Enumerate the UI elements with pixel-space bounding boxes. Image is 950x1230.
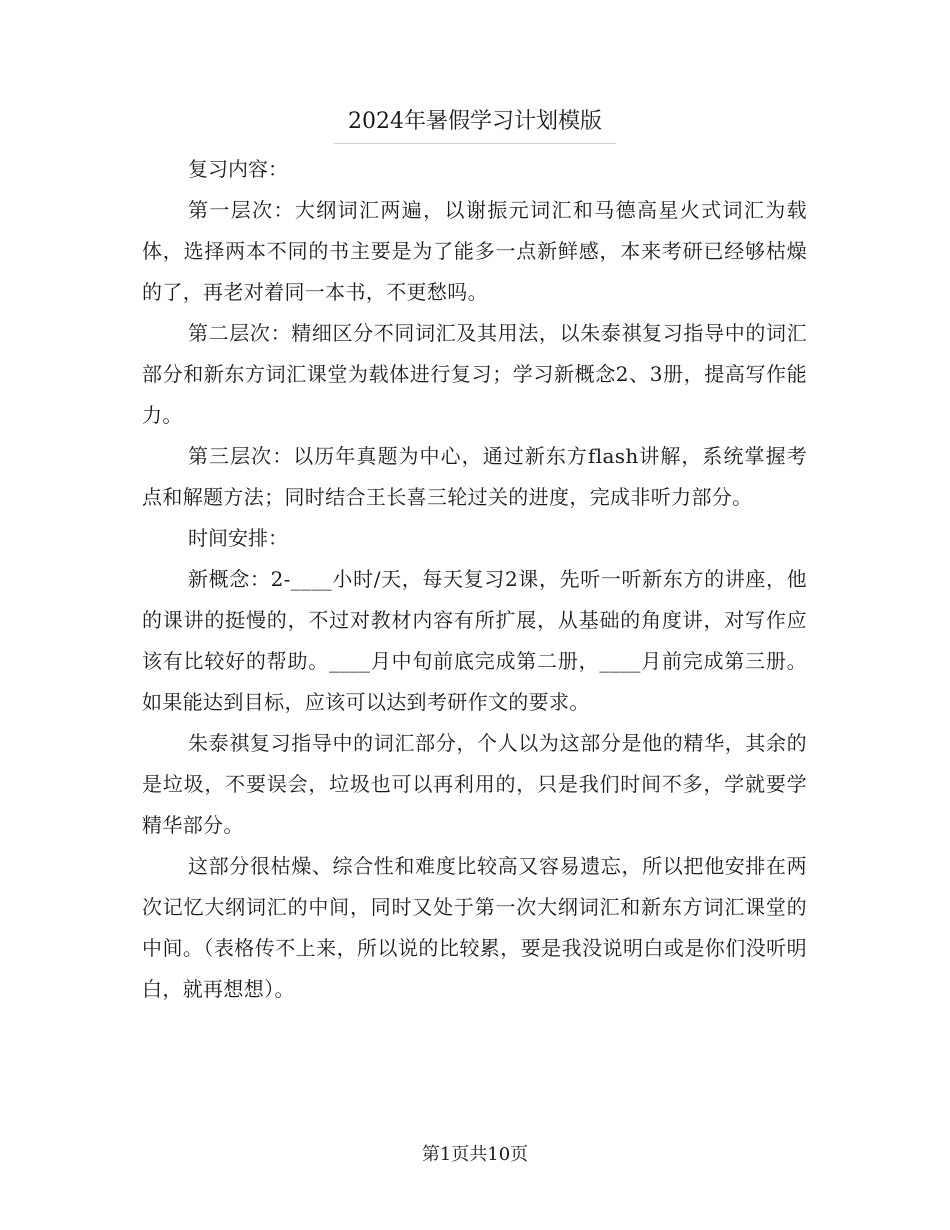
section-heading-schedule: 时间安排： xyxy=(188,526,288,550)
document-title: 2024年暑假学习计划模版 xyxy=(348,109,602,134)
paragraph-level-two: 第二层次：精细区分不同词汇及其用法，以朱泰祺复习指导中的词汇部分和新东方词汇课堂为载体进行复习；学习新概念2、3册，提高写作能力。 xyxy=(142,321,807,427)
title-underline xyxy=(334,143,616,144)
page-number-footer: 第1页共10页 xyxy=(421,1144,529,1165)
paragraph-vocabulary-section: 朱泰祺复习指导中的词汇部分，个人以为这部分是他的精华，其余的是垃圾，不要误会，垃圾也可以再利用的，只是我们时间不多，学就要学精华部分。 xyxy=(142,731,807,837)
paragraph-new-concept: 新概念：2-____小时/天，每天复习2课，先听一听新东方的讲座，他的课讲的挺慢的，不过对教材内容有所扩展，从基础的角度讲，对写作应该有比较好的帮助。____月中旬前底完成第二册，____月前完成第三册。如果能达到目标，应该可以达到考研作文的要求。 xyxy=(142,567,807,714)
paragraph-level-one: 第一层次：大纲词汇两遍，以谢振元词汇和马德高星火式词汇为载体，选择两本不同的书主要是为了能多一点新鲜感，本来考研已经够枯燥的了，再老对着同一本书，不更愁吗。 xyxy=(142,198,807,304)
paragraph-arrangement-note: 这部分很枯燥、综合性和难度比较高又容易遗忘，所以把他安排在两次记忆大纲词汇的中间，同时又处于第一次大纲词汇和新东方词汇课堂的中间。（表格传不上来，所以说的比较累，要是我没说明白或是你们没听明白，就再想想）。 xyxy=(142,854,807,1001)
paragraph-level-three: 第三层次：以历年真题为中心，通过新东方flash讲解，系统掌握考点和解题方法；同时结合王长喜三轮过关的进度，完成非听力部分。 xyxy=(142,444,807,509)
section-heading-review-content: 复习内容： xyxy=(188,157,288,181)
document-body xyxy=(142,149,807,1010)
